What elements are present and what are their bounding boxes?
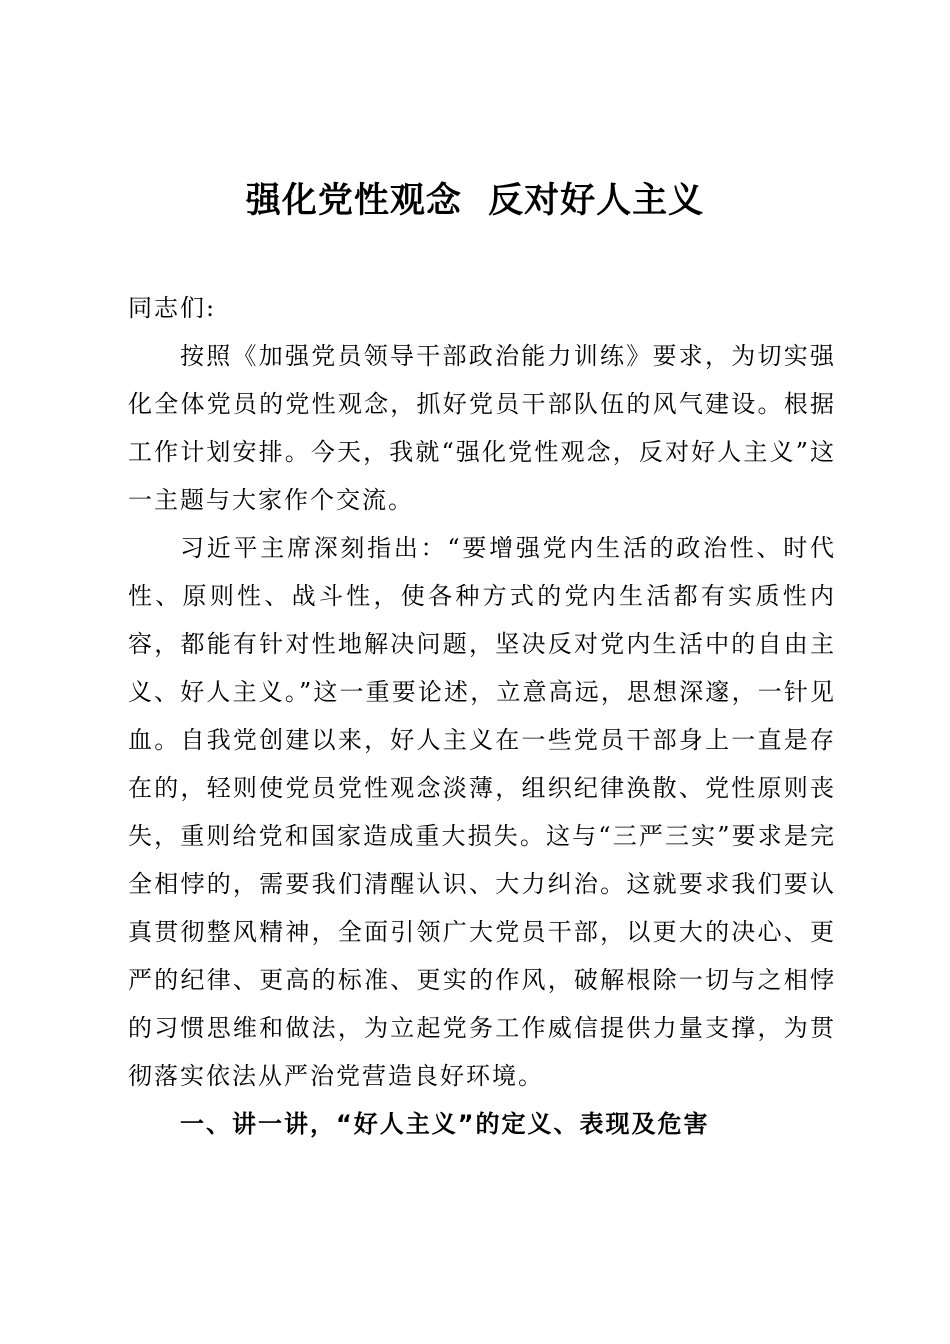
salutation: 同志们: xyxy=(128,294,217,322)
paragraph-intro: 按照《加强党员领导干部政治能力训练》要求，为切实强化全体党员的党性观念，抓好党员干部队伍的风气建设。根据工作计划安排。今天，我就“强化党性观念，反对好人主义”这一主题与大家作个交流。 xyxy=(128,342,836,514)
section-heading: 一、讲一讲，“好人主义”的定义、表现及危害 xyxy=(180,1110,710,1138)
document-body xyxy=(128,284,836,1148)
paragraph-quote: 习近平主席深刻指出：“要增强党内生活的政治性、时代性、原则性、战斗性，使各种方式的党内生活都有实质性内容，都能有针对性地解决问题，坚决反对党内生活中的自由主义、好人主义。”这一重要论述，立意高远，思想深邃，一针见血。自我党创建以来，好人主义在一些党员干部身上一直是存在的，轻则使党员党性观念淡薄，组织纪律涣散、党性原则丧失，重则给党和国家造成重大损失。这与“三严三实”要求是完全相悖的，需要我们清醒认识、大力纠治。这就要求我们要认真贯彻整风精神，全面引领广大党员干部，以更大的决心、更严的纪律、更高的标准、更实的作风，破解根除一切与之相悖的习惯思维和做法，为立起党务工作威信提供力量支撑，为贯彻落实依法从严治党营造良好环境。 xyxy=(128,534,836,1090)
document-title: 强化党性观念 反对好人主义 xyxy=(245,180,705,221)
